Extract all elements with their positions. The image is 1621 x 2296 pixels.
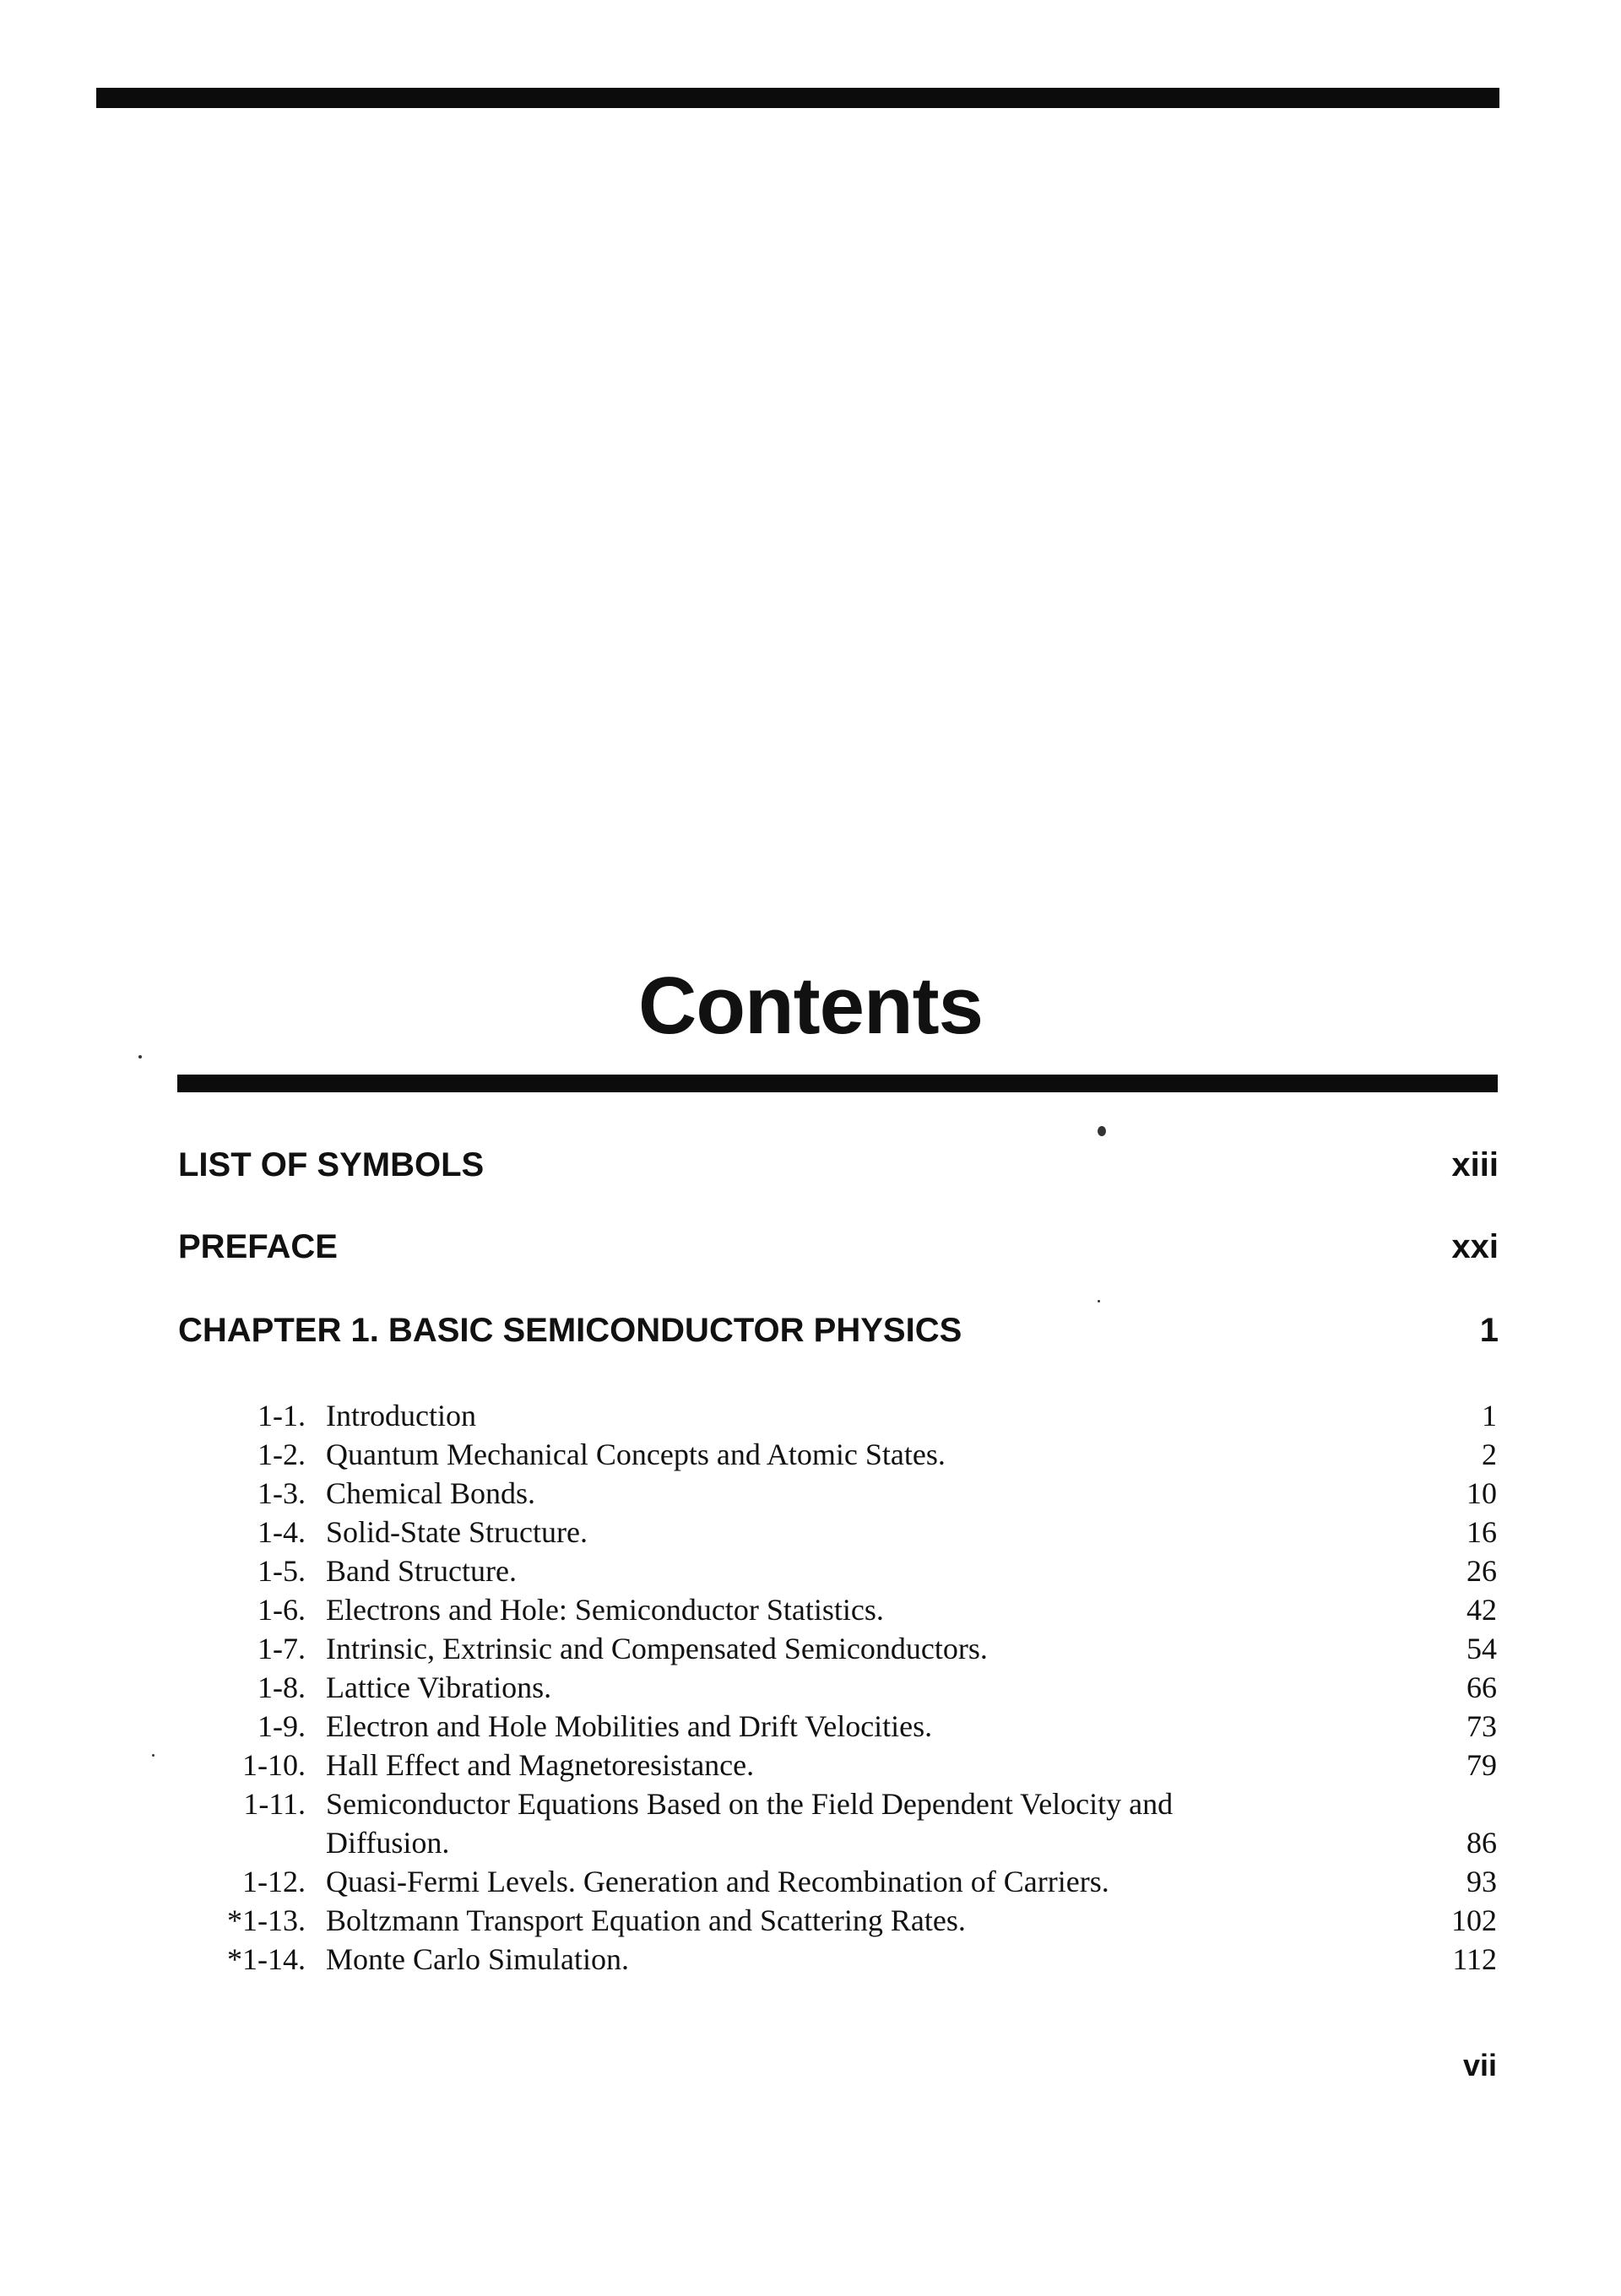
section-number: 1-11. bbox=[243, 1787, 306, 1821]
section-number: 1-7. bbox=[258, 1632, 306, 1665]
section-number: 1-12. bbox=[242, 1865, 306, 1898]
toc-entry-chapter-1[interactable] bbox=[178, 1305, 1499, 1356]
section-number: 1-10. bbox=[242, 1748, 306, 1782]
section-entry[interactable] bbox=[0, 1551, 1621, 1590]
scan-speck bbox=[1098, 1126, 1106, 1136]
scan-speck bbox=[138, 1055, 142, 1059]
section-number: *1-14. bbox=[227, 1942, 306, 1976]
section-entry[interactable] bbox=[0, 1901, 1621, 1940]
section-page: 73 bbox=[1466, 1709, 1497, 1743]
toc-entry-page: xxi bbox=[1451, 1228, 1499, 1265]
section-page: 26 bbox=[1466, 1554, 1497, 1588]
section-page: 10 bbox=[1466, 1476, 1497, 1510]
section-entry[interactable] bbox=[0, 1474, 1621, 1513]
top-rule bbox=[96, 88, 1499, 108]
section-page: 54 bbox=[1466, 1632, 1497, 1665]
toc-entry-label: CHAPTER 1. BASIC SEMICONDUCTOR PHYSICS bbox=[178, 1312, 962, 1349]
section-number: 1-8. bbox=[258, 1671, 306, 1704]
section-page: 102 bbox=[1451, 1903, 1497, 1937]
section-entry[interactable] bbox=[0, 1590, 1621, 1629]
section-entry[interactable] bbox=[0, 1629, 1621, 1668]
section-list bbox=[0, 1396, 1621, 1979]
section-entry[interactable] bbox=[0, 1435, 1621, 1474]
section-number: 1-4. bbox=[258, 1515, 306, 1549]
section-page: 112 bbox=[1452, 1942, 1497, 1976]
section-title: Band Structure. bbox=[326, 1554, 517, 1588]
section-entry[interactable] bbox=[0, 1746, 1621, 1784]
scan-speck bbox=[152, 1754, 155, 1757]
section-title: Quantum Mechanical Concepts and Atomic States. bbox=[326, 1438, 946, 1471]
section-entry[interactable] bbox=[0, 1513, 1621, 1551]
section-title: Electron and Hole Mobilities and Drift Velocities. bbox=[326, 1709, 933, 1743]
section-number: 1-1. bbox=[258, 1399, 306, 1432]
section-page: 79 bbox=[1466, 1748, 1497, 1782]
section-page: 2 bbox=[1482, 1438, 1497, 1471]
toc-entry-list-of-symbols[interactable] bbox=[178, 1140, 1499, 1190]
section-title: Hall Effect and Magnetoresistance. bbox=[326, 1748, 755, 1782]
toc-entry-preface[interactable] bbox=[178, 1221, 1499, 1272]
toc-entry-page: 1 bbox=[1479, 1312, 1499, 1349]
section-page: 93 bbox=[1466, 1865, 1497, 1898]
section-number: 1-3. bbox=[258, 1476, 306, 1510]
section-entry[interactable] bbox=[0, 1707, 1621, 1746]
section-entry[interactable] bbox=[0, 1396, 1621, 1435]
section-number: 1-5. bbox=[258, 1554, 306, 1588]
title-rule bbox=[177, 1075, 1498, 1092]
section-title: Boltzmann Transport Equation and Scattering Rates. bbox=[326, 1903, 966, 1937]
section-title: Semiconductor Equations Based on the Field Dependent Velocity and Diffusion. bbox=[326, 1787, 1174, 1860]
section-page: 66 bbox=[1466, 1671, 1497, 1704]
section-title: Electrons and Hole: Semiconductor Statistics. bbox=[326, 1593, 884, 1627]
section-title: Chemical Bonds. bbox=[326, 1476, 535, 1510]
section-title: Introduction bbox=[326, 1399, 476, 1432]
toc-entry-page: xiii bbox=[1451, 1146, 1499, 1183]
section-number: 1-2. bbox=[258, 1438, 306, 1471]
section-number: *1-13. bbox=[227, 1903, 306, 1937]
section-page: 1 bbox=[1482, 1399, 1497, 1432]
toc-entry-label: PREFACE bbox=[178, 1228, 338, 1265]
section-entry[interactable] bbox=[0, 1940, 1621, 1979]
section-entry[interactable] bbox=[0, 1784, 1621, 1862]
section-title: Solid-State Structure. bbox=[326, 1515, 588, 1549]
section-title: Intrinsic, Extrinsic and Compensated Semiconductors. bbox=[326, 1632, 988, 1665]
page-folio: vii bbox=[1462, 2048, 1497, 2082]
section-entry[interactable] bbox=[0, 1862, 1621, 1901]
toc-entry-label: LIST OF SYMBOLS bbox=[178, 1146, 485, 1183]
section-title: Quasi-Fermi Levels. Generation and Recombination of Carriers. bbox=[326, 1865, 1109, 1898]
section-page: 86 bbox=[1466, 1826, 1497, 1860]
section-page: 42 bbox=[1466, 1593, 1497, 1627]
section-entry[interactable] bbox=[0, 1668, 1621, 1707]
section-title: Lattice Vibrations. bbox=[326, 1671, 552, 1704]
section-number: 1-6. bbox=[258, 1593, 306, 1627]
section-number: 1-9. bbox=[258, 1709, 306, 1743]
section-title: Monte Carlo Simulation. bbox=[326, 1942, 629, 1976]
section-page: 16 bbox=[1466, 1515, 1497, 1549]
scan-speck bbox=[1098, 1300, 1100, 1302]
page-title: Contents bbox=[638, 961, 983, 1051]
